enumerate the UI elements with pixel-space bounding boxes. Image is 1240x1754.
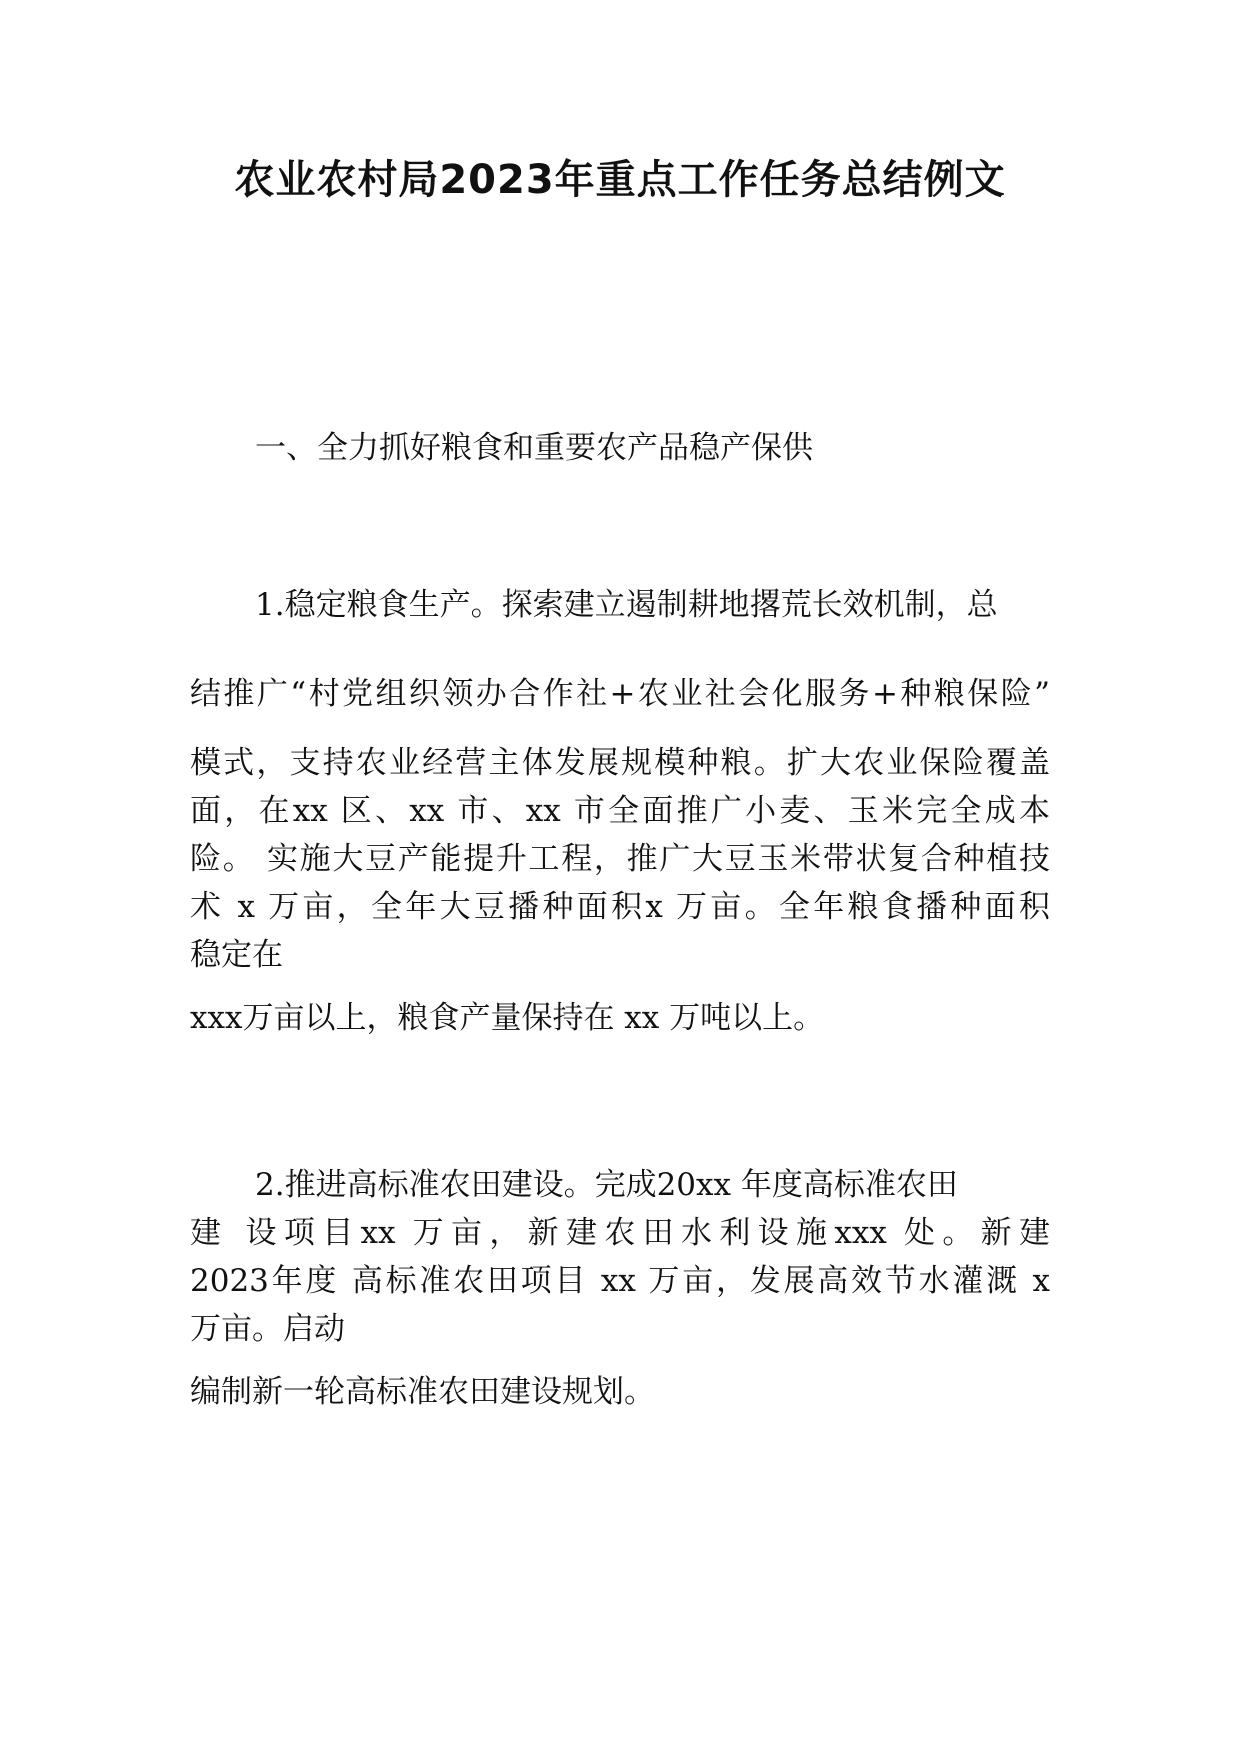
item1-line-1: 1.稳定粮食生产。探索建立遏制耕地撂荒长效机制，总 <box>255 587 998 623</box>
document-title: 农业农村局2023年重点工作任务总结例文 <box>234 157 1006 203</box>
item1-line-3: 模式，支持农业经营主体发展规模种粮。扩大农业保险覆盖 <box>190 745 1050 781</box>
item1-line-8: xxx万亩以上，粮食产量保持在 xx 万吨以上。 <box>190 1000 825 1036</box>
item2-line-2: 建 设项目xx 万亩，新建农田水利设施xxx 处。新建 <box>190 1215 1050 1251</box>
item2-line-1: 2.推进高标准农田建设。完成20xx 年度高标准农田 <box>255 1167 958 1203</box>
item2-line-5: 编制新一轮高标准农田建设规划。 <box>190 1374 655 1410</box>
item1-line-4: 面，在xx 区、xx 市、xx 市全面推广小麦、玉米完全成本 <box>190 793 1050 829</box>
item1-line-2: 结推广“村党组织领办合作社+农业社会化服务+种粮保险” <box>190 676 1050 712</box>
item2-line-4: 万亩。启动 <box>190 1311 345 1347</box>
section-heading: 一、全力抓好粮食和重要农产品稳产保供 <box>255 430 813 466</box>
item1-line-6: 术 x 万亩，全年大豆播种面积x 万亩。全年粮食播种面积 <box>190 889 1050 925</box>
item1-line-7: 稳定在 <box>190 937 283 973</box>
item2-line-3: 2023年度 高标准农田项目 xx 万亩，发展高效节水灌溉 x <box>190 1263 1050 1299</box>
item1-line-5: 险。 实施大豆产能提升工程，推广大豆玉米带状复合种植技 <box>190 841 1050 877</box>
